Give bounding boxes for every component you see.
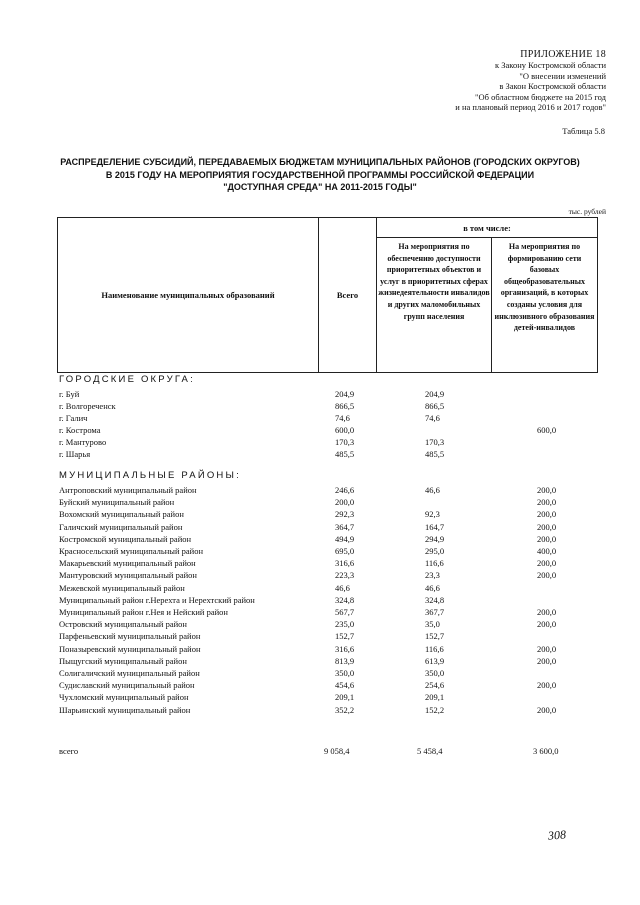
row-inclusive-value: 200,0 [537,619,557,630]
row-name: г. Буй [59,389,80,399]
row-accessibility-value: 23,3 [425,570,440,581]
row-total: 204,9 [335,389,355,399]
table-row [59,413,599,425]
row-total: 316,6 [335,643,355,654]
row-total: 352,2 [335,704,355,715]
appendix-title: ПРИЛОЖЕНИЕ 18 [520,49,606,60]
row-accessibility-value: 866,5 [425,401,445,411]
row-accessibility-value: 613,9 [425,655,445,666]
table-row [59,509,599,521]
appendix-line: "О внесении изменений [519,70,606,81]
row-accessibility-value: 152,7 [425,631,445,642]
row-total: 350,0 [335,668,355,678]
row-total: 454,6 [335,680,355,691]
header-including: в том числе: [377,218,598,238]
appendix-line: и на плановый период 2016 и 2017 годов" [455,102,606,113]
row-inclusive-value: 200,0 [537,497,557,508]
row-accessibility-value: 164,7 [425,521,445,532]
row-inclusive-value: 200,0 [537,607,557,617]
table-row [59,570,599,582]
row-total: 209,1 [335,692,355,703]
total-accessibility-value: 5 458,4 [417,746,443,756]
row-accessibility-value: 295,0 [425,546,445,556]
row-name: г. Кострома [59,425,101,435]
row-name: Муниципальный район г.Нея и Нейский район [59,607,228,617]
row-total: 74,6 [335,413,350,423]
row-total: 170,3 [335,437,355,447]
row-accessibility-value: 254,6 [425,680,445,691]
header-col-inclusive: На мероприятия по формированию сети базовых общеобразовательных организаций, в которых созданы условия для инклюзивного образования детей-инвалидов [492,238,598,373]
row-name: Поназыревский муниципальный район [59,643,201,654]
row-accessibility-value: 92,3 [425,509,440,520]
appendix-line: в Закон Костромской области [499,81,606,92]
row-total: 567,7 [335,607,355,617]
row-name: г. Шарья [59,449,91,459]
table-row [59,437,599,449]
row-accessibility-value: 74,6 [425,413,440,423]
appendix-line: "Об областном бюджете на 2015 год [475,91,606,102]
table-row [59,631,599,643]
row-accessibility-value: 485,5 [425,449,445,459]
table-row [59,389,599,401]
row-name: Парфеньевский муниципальный район [59,631,201,642]
table-row [59,497,599,509]
row-inclusive-value: 200,0 [537,704,557,715]
row-accessibility-value: 35,0 [425,619,440,630]
table-row [59,619,599,631]
row-accessibility-value: 116,6 [425,558,444,569]
row-accessibility-value: 46,6 [425,582,440,593]
table-row [59,583,599,595]
row-inclusive-value: 200,0 [537,643,557,654]
table-row [59,425,599,437]
header-total: Всего [319,218,377,373]
section-title-municipal-districts: МУНИЦИПАЛЬНЫЕ РАЙОНЫ: [59,470,241,481]
table-row [59,644,599,656]
row-inclusive-value: 200,0 [537,655,557,666]
title-line: В 2015 ГОДУ НА МЕРОПРИЯТИЯ ГОСУДАРСТВЕННОЙ ПРОГРАММЫ РОССИЙСКОЙ ФЕДЕРАЦИИ [105,169,535,180]
row-total: 485,5 [335,449,355,459]
row-total: 364,7 [335,521,355,532]
total-label: всего [59,746,79,756]
table-row [59,607,599,619]
row-total: 200,0 [335,497,355,508]
table-number: Таблица 5.8 [562,126,605,136]
row-inclusive-value: 200,0 [537,533,557,544]
row-name: Мантуровский муниципальный район [59,570,197,581]
row-name: г. Мантурово [59,437,107,447]
title-line: "ДОСТУПНАЯ СРЕДА" НА 2011-2015 ГОДЫ" [223,182,417,193]
row-total: 292,3 [335,509,355,520]
page-number: 308 [547,827,567,843]
appendix-line: к Закону Костромской области [495,60,606,71]
row-inclusive-value: 200,0 [537,485,557,495]
row-name: Чухломский муниципальный район [59,692,189,703]
table-header [57,217,598,373]
row-accessibility-value: 209,1 [425,692,445,703]
table-row [59,595,599,607]
row-inclusive-value: 200,0 [537,570,557,581]
row-name: Муниципальный район г.Нерехта и Нерехтский район [59,594,255,605]
row-name: Костромской муниципальный район [59,533,192,544]
total-inclusive-value: 3 600,0 [533,746,559,756]
row-total: 152,7 [335,631,355,642]
row-accessibility-value: 350,0 [425,668,445,678]
row-accessibility-value: 294,9 [425,533,445,544]
table-row [59,692,599,704]
row-total: 600,0 [335,425,355,435]
row-name: Галичский муниципальный район [59,521,183,532]
document-title [40,156,600,194]
row-name: Пыщугский муниципальный район [59,655,187,666]
row-inclusive-value: 400,0 [537,546,557,556]
row-total: 235,0 [335,619,355,630]
row-accessibility-value: 170,3 [425,437,445,447]
row-total: 866,5 [335,401,355,411]
row-name: Судиславский муниципальный район [59,680,195,691]
section-title-city-districts: ГОРОДСКИЕ ОКРУГА: [59,374,195,385]
row-total: 494,9 [335,533,355,544]
row-total: 813,9 [335,655,355,666]
row-name: Буйский муниципальный район [59,497,175,508]
row-accessibility-value: 204,9 [425,389,445,399]
row-name: г. Галич [59,413,88,423]
table-row [59,680,599,692]
row-name: Макарьевский муниципальный район [59,558,196,569]
table-row [59,534,599,546]
header-name: Наименование муниципальных образований [58,218,319,373]
row-inclusive-value: 600,0 [537,425,557,435]
row-name: Шарьинский муниципальный район [59,704,191,715]
row-name: Антроповский муниципальный район [59,485,197,495]
total-value: 9 058,4 [324,746,350,756]
row-total: 223,3 [335,570,355,581]
appendix-block [455,50,606,112]
title-line: РАСПРЕДЕЛЕНИЕ СУБСИДИЙ, ПЕРЕДАВАЕМЫХ БЮДЖЕТАМ МУНИЦИПАЛЬНЫХ РАЙОНОВ (ГОРОДСКИХ ОКРУГОВ) [60,157,580,167]
row-accessibility-value: 367,7 [425,607,445,617]
row-inclusive-value: 200,0 [537,558,557,569]
row-accessibility-value: 324,8 [425,594,445,605]
table-row [59,485,599,497]
grand-total-row [59,746,599,758]
row-accessibility-value: 46,6 [425,485,440,495]
table-row [59,668,599,680]
row-name: г. Волгореченск [59,401,116,411]
header-col-accessibility: На мероприятия по обеспечению доступности приоритетных объектов и услуг в приоритетных сферах жизнедеятельности инвалидов и других маломобильных групп населения [377,238,492,373]
table-row [59,546,599,558]
row-inclusive-value: 200,0 [537,509,557,520]
row-accessibility-value: 116,6 [425,643,444,654]
row-total: 246,6 [335,485,355,495]
row-total: 316,6 [335,558,355,569]
row-accessibility-value: 152,2 [425,704,445,715]
units-label: тыс. рублей [568,207,606,216]
row-inclusive-value: 200,0 [537,680,557,691]
table-row [59,401,599,413]
row-total: 46,6 [335,582,350,593]
row-name: Солигаличский муниципальный район [59,668,200,678]
row-name: Островский муниципальный район [59,619,187,630]
table-row [59,705,599,717]
row-inclusive-value: 200,0 [537,521,557,532]
table-row [59,558,599,570]
table-row [59,522,599,534]
row-total: 324,8 [335,594,355,605]
row-name: Межевской муниципальный район [59,582,185,593]
table-row [59,656,599,668]
table-row [59,449,599,461]
row-name: Вохомский муниципальный район [59,509,184,520]
row-name: Красносельский муниципальный район [59,546,204,556]
row-total: 695,0 [335,546,355,556]
